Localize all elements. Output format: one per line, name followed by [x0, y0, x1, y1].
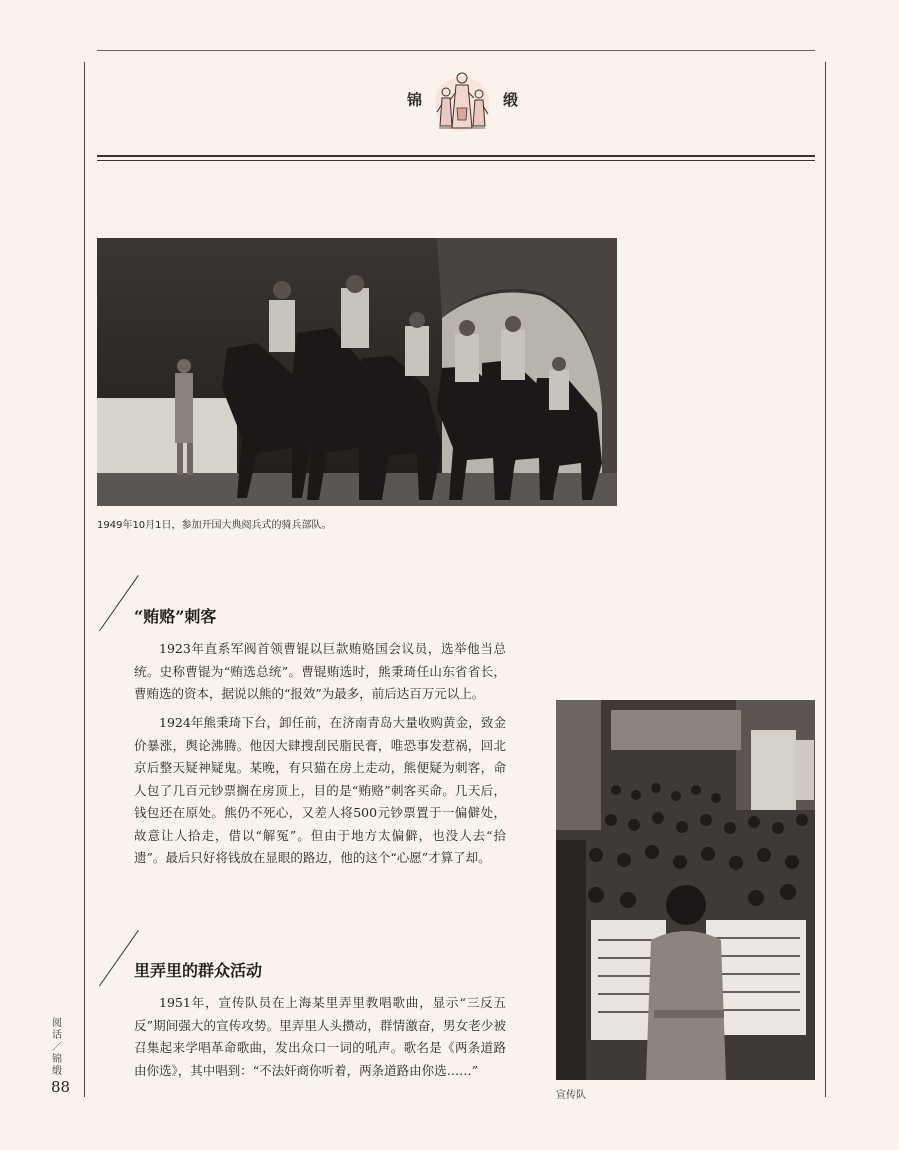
section-paragraph: 1951年，宣传队员在上海某里弄里教唱歌曲，显示“三反五反”期间强大的宣传攻势。里弄里人头攒动，群情激奋，男女老少被召集起来学唱革命歌曲，发出众口一词的吼声。歌名是《两条道路由你选》，其中唱到：“不法奸商你听着，两条道路由你选……” — [134, 995, 506, 1078]
page-side-label: 阅话／锦缎 — [52, 1018, 62, 1077]
section-divider-slash — [99, 575, 139, 631]
section-divider-slash — [99, 930, 139, 986]
crowd-photo — [556, 700, 815, 1080]
column-title-right: 缎 — [503, 91, 519, 109]
header-rule-thin — [97, 160, 815, 161]
section-paragraph: 1924年熊秉琦下台，卸任前，在济南青岛大量收购黄金，致金价暴涨，舆论沸腾。他因大肆搜刮民脂民膏，唯恐事发惹祸，回北京后整天疑神疑鬼。某晚，有只猫在房上走动，熊便疑为刺客，命人包了几百元钞票搁在房顶上，目的是“贿赂”刺客买命。几天后，钱包还在原处。熊仍不死心，又差人将500元钞票置于一偏僻处，故意让人拾走，借以“解冤”。但由于地方太偏僻，也没人去“拾遗”。最后只好将钱放在显眼的路边，他的这个“心愿”才算了却。 — [134, 715, 506, 865]
left-margin-rule — [84, 62, 85, 1097]
section-heading: “贿赂”刺客 — [134, 607, 217, 626]
column-title-left: 锦 — [407, 91, 423, 109]
cavalry-photo — [97, 238, 617, 506]
photo-caption: 1949年10月1日，参加开国大典阅兵式的骑兵部队。 — [97, 520, 332, 531]
top-rule — [97, 50, 815, 51]
right-margin-rule — [825, 62, 826, 1097]
header-rule — [97, 155, 815, 157]
figures-illustration-icon — [433, 68, 491, 136]
section-heading: 里弄里的群众活动 — [134, 961, 263, 980]
photo-caption: 宣传队 — [556, 1090, 586, 1101]
section-paragraph: 1923年直系军阀首领曹锟以巨款贿赂国会议员，选举他当总统。史称曹锟为“贿选总统”。曹锟贿选时，熊秉琦任山东省省长，曹贿选的资本，据说以熊的“报效”为最多，前后达百万元以上。 — [134, 641, 506, 701]
page-number: 88 — [51, 1078, 71, 1096]
